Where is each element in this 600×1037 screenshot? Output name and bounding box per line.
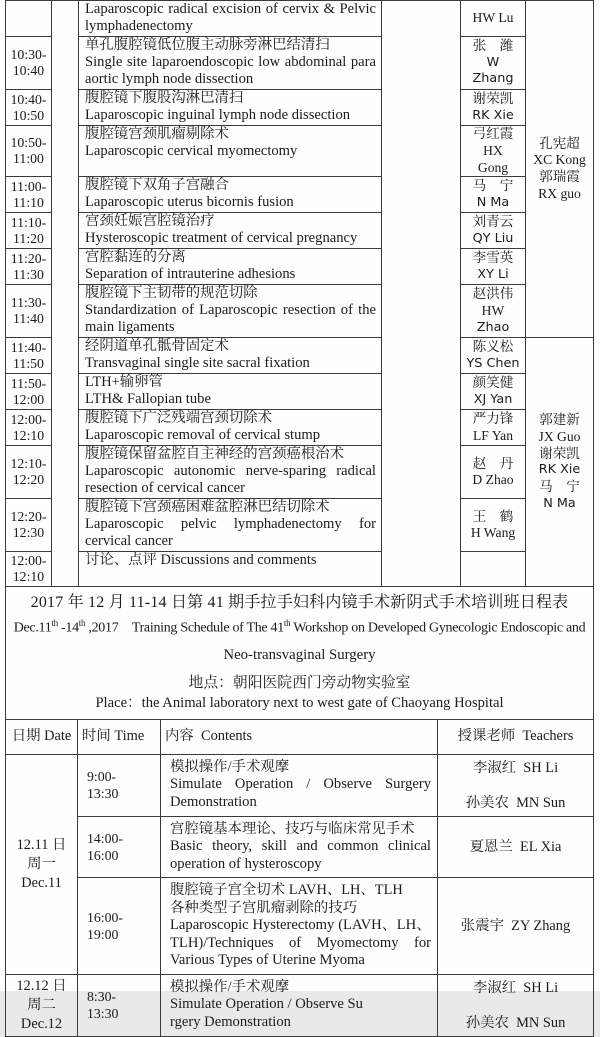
procedure-name-chinese: 腹腔镜下广泛残端宫颈切除术	[85, 410, 273, 427]
procedure-row	[6, 499, 594, 552]
date-text: 周一	[27, 855, 56, 872]
teachers-cell	[438, 974, 594, 1036]
procedure-cell	[79, 552, 382, 587]
teacher-name: 李淑红 SH Li	[472, 759, 559, 776]
time-text: 10:30-	[10, 47, 47, 62]
surgeon-name: 谢荣凯	[472, 90, 514, 106]
surgeon-name: XJ Yan	[473, 391, 513, 407]
teacher-name: 李淑红 SH Li	[472, 979, 559, 996]
surgeon-name: Gong	[477, 159, 509, 175]
teacher-name: 张震宇 ZY Zhang	[460, 917, 571, 934]
content-english: Simulate Operation / Observe Surgery Demonstration	[170, 776, 431, 810]
surgeon-name: 马 宁	[472, 178, 514, 194]
contents-column-header: 内容 Contents	[161, 720, 438, 755]
content-english: Simulate Operation / Observe Su	[170, 996, 363, 1013]
procedure-name-english: Laparoscopic cervical myomectomy	[85, 143, 298, 159]
teacher-name: JX Guo	[538, 428, 581, 444]
time-text: 11:20-	[10, 250, 47, 266]
time-text: 10:40	[12, 63, 45, 78]
procedure-name-english: Laparoscopic radical excision of cervix & Pelvic lymphadenectomy	[85, 1, 376, 34]
surgeon-name-cell	[461, 285, 526, 338]
title-chinese: 2017 年 12 月 11-14 日第 41 期手拉手妇科内镜手术新阴式手术培训班日程表	[30, 594, 569, 612]
time-cell	[6, 249, 52, 285]
time-text: 12:00-	[10, 411, 47, 427]
procedure-name-english: LTH& Fallopian tube	[85, 391, 211, 408]
procedure-name-english: Standardization of Laparoscopic resection of the main ligaments	[85, 302, 376, 336]
surgeon-name: HX	[483, 142, 503, 158]
surgeon-name: Zhang	[472, 71, 514, 87]
place-chinese: 地点：朝阳医院西门旁动物实验室	[188, 675, 411, 692]
time-text: 10:50	[12, 107, 45, 123]
title-text-segment: ,2017	[85, 621, 132, 637]
teacher-name: 郭瑞霞	[539, 169, 580, 185]
time-text: 10:50-	[10, 135, 47, 151]
teacher-name: 马 宁	[539, 479, 580, 495]
procedure-name-chinese: 单孔腹腔镜低位腹主动脉旁淋巴结清扫	[85, 37, 330, 53]
time-text: 11:40-	[10, 339, 47, 355]
content-chinese: 宫腔镜基本理论、技巧与临床常见手术	[170, 820, 415, 837]
time-text: 12:10	[12, 427, 45, 443]
time-cell	[78, 974, 161, 1036]
teachers-cell	[438, 878, 594, 975]
title-english-line2: Neo-transvaginal Surgery	[223, 647, 376, 664]
time-text: 11:40	[13, 311, 44, 327]
procedure-cell	[79, 499, 382, 552]
procedure-name-english: Laparoscopic inguinal lymph node dissection	[85, 107, 351, 123]
time-cell	[6, 499, 52, 552]
teacher-name: 孙美农 MN Sun	[465, 794, 566, 811]
teacher-name: XC Kong	[533, 152, 586, 168]
date-text: Dec.11	[21, 874, 62, 891]
procedure-cell	[79, 177, 382, 213]
procedure-row	[6, 90, 594, 126]
procedure-cell	[79, 249, 382, 285]
time-text: 11:00-	[10, 178, 47, 194]
time-column-header: 时间 Time	[78, 720, 161, 755]
surgeon-name: XY Li	[477, 266, 509, 282]
procedure-name-english: Laparoscopic removal of cervical stump	[85, 427, 321, 444]
time-cell	[6, 410, 52, 446]
teacher-name: 孔宪超	[539, 135, 580, 151]
teacher-name: RK Xie	[538, 462, 581, 478]
procedure-row	[6, 285, 594, 338]
procedure-cell	[79, 338, 382, 374]
procedure-row	[6, 374, 594, 410]
time-text: 14:00-	[87, 830, 124, 846]
teachers-cell	[438, 754, 594, 816]
morning-session-table	[5, 0, 594, 587]
time-text: 10:40-	[10, 91, 47, 107]
time-text: 11:30-	[10, 295, 47, 311]
surgeon-name-cell	[461, 499, 526, 552]
procedure-cell	[79, 285, 382, 338]
surgeon-name: H Wang	[470, 525, 516, 541]
procedure-row	[6, 37, 594, 90]
teacher-name: 夏恩兰 EL Xia	[469, 838, 562, 855]
content-chinese: 模拟操作/手术观摩	[170, 758, 290, 775]
title-text-segment: -14	[57, 621, 79, 637]
content-chinese: 各种类型子宫肌瘤剥除的技巧	[170, 899, 358, 916]
time-text: 13:30	[87, 786, 119, 802]
surgeon-name-cell	[461, 90, 526, 126]
time-text: 12:00-	[10, 553, 47, 569]
procedure-name-chinese: 腹腔镜宫颈肌瘤剔除术	[85, 126, 229, 142]
procedure-cell	[79, 410, 382, 446]
surgeon-name-cell	[461, 126, 526, 177]
time-text: 12:10-	[10, 456, 47, 472]
surgeon-name: 赵洪伟	[472, 286, 514, 302]
procedure-row	[6, 446, 594, 499]
time-text: 11:10	[13, 194, 44, 210]
procedure-row	[6, 1, 594, 37]
time-cell	[6, 37, 52, 90]
title-text-segment: Training Schedule of The 41	[131, 621, 284, 637]
procedure-cell	[79, 126, 382, 177]
procedure-name-english: Laparoscopic uterus bicornis fusion	[85, 194, 294, 211]
schedule-row	[6, 816, 594, 878]
schedule-row	[6, 974, 594, 1036]
procedure-name-english: Separation of intrauterine adhesions	[85, 266, 296, 283]
procedure-row	[6, 177, 594, 213]
time-text: 9:00-	[87, 769, 117, 785]
title-text-segment: Workshop on Developed Gynecologic Endoscopic and	[290, 621, 586, 637]
surgeon-name: RK Xie	[472, 107, 514, 123]
time-text: 12:30	[12, 525, 45, 541]
procedure-cell	[79, 1, 382, 37]
surgeon-name: 张 潍	[472, 37, 514, 53]
surgeon-name-cell	[461, 338, 526, 374]
place-english: Place：the Animal laboratory next to west gate of Chaoyang Hospital	[95, 695, 504, 712]
teacher-name: 谢荣凯	[539, 445, 580, 461]
teacher-group-cell	[526, 1, 594, 338]
schedule-row	[6, 754, 594, 816]
procedure-name-chinese: 腹腔镜下主韧带的规范切除	[85, 285, 258, 302]
schedule-title-block	[5, 586, 594, 720]
procedure-name-chinese: 宫腔黏连的分离	[85, 249, 186, 266]
contents-cell	[161, 816, 438, 878]
content-english: Basic theory, skill and common clinical operation of hysteroscopy	[170, 838, 431, 872]
time-cell	[6, 177, 52, 213]
surgeon-name: YS Chen	[466, 355, 520, 371]
teachers-column-header: 授课老师 Teachers	[438, 720, 594, 755]
surgeon-name: Zhao	[476, 319, 510, 335]
time-cell	[6, 285, 52, 338]
procedure-name-english: Transvaginal single site sacral fixation	[85, 355, 310, 372]
surgeon-name: 严力锋	[472, 411, 514, 427]
procedure-name-chinese: 宫颈妊娠宫腔镜治疗	[85, 213, 215, 230]
date-text: 12.12 日	[16, 977, 67, 994]
surgeon-name: 赵 丹	[472, 455, 514, 471]
contents-cell	[161, 878, 438, 975]
surgeon-name-cell	[461, 213, 526, 249]
surgeon-name-cell	[461, 177, 526, 213]
schedule-header-row	[6, 720, 594, 755]
left-spacer-column	[52, 1, 79, 587]
teacher-name: N Ma	[543, 495, 576, 511]
document-body	[5, 0, 594, 1037]
procedure-name-english: Laparoscopic autonomic nerve-sparing radical resection of cervical cancer	[85, 463, 376, 497]
date-column-header: 日期 Date	[6, 720, 78, 755]
date-text: 12.11 日	[16, 836, 67, 853]
procedure-cell	[79, 90, 382, 126]
procedure-name-chinese: 腹腔镜下双角子宫融合	[85, 177, 229, 194]
date-text: 周二	[27, 996, 56, 1013]
procedure-row	[6, 249, 594, 285]
surgeon-name: N Ma	[476, 194, 510, 210]
contents-cell	[161, 974, 438, 1036]
procedure-name-chinese: 腹腔镜下腹股沟淋巴清扫	[85, 90, 244, 106]
content-english: rgery Demonstration	[170, 1013, 291, 1030]
procedure-name-english: Single site laparoendoscopic low abdominal para aortic lymph node dissection	[85, 54, 376, 87]
surgeon-name-cell	[461, 1, 526, 37]
time-text: 16:00	[87, 847, 119, 863]
procedure-name-english: Hysteroscopic treatment of cervical pregnancy	[85, 230, 358, 247]
date-text: Dec.12	[20, 1015, 63, 1032]
surgeon-name: QY Liu	[472, 230, 514, 246]
surgeon-name-cell	[461, 374, 526, 410]
ordinal-superscript: th	[283, 618, 291, 629]
surgeon-name: LF Yan	[472, 427, 514, 443]
teacher-name: RX guo	[538, 185, 581, 201]
procedure-name-chinese: 腹腔镜下宫颈癌困难盆腔淋巴结切除术	[85, 499, 330, 516]
time-cell	[6, 446, 52, 499]
ordinal-superscript: th	[51, 618, 58, 629]
ordinal-superscript: th	[78, 618, 86, 629]
time-text: 11:50	[13, 355, 44, 371]
surgeon-name-cell	[461, 552, 526, 587]
procedure-name-chinese: 腹腔镜保留盆腔自主神经的宫颈癌根治术	[85, 446, 345, 463]
time-cell	[6, 338, 52, 374]
surgeon-name: 陈义松	[472, 339, 514, 355]
procedure-name-chinese: LTH+输卵管	[85, 374, 163, 391]
time-text: 12:00	[12, 391, 45, 407]
procedure-row	[6, 552, 594, 587]
procedure-row	[6, 338, 594, 374]
time-text: 13:30	[87, 1006, 119, 1022]
title-english	[6, 613, 593, 639]
teacher-name: 郭建新	[539, 412, 580, 427]
afternoon-schedule-table	[5, 719, 594, 1037]
teacher-group-cell	[526, 338, 594, 587]
middle-spacer-column	[382, 1, 461, 587]
time-text: 11:10-	[10, 214, 47, 230]
time-cell	[6, 1, 52, 37]
time-cell	[6, 126, 52, 177]
procedure-cell	[79, 446, 382, 499]
time-cell	[6, 90, 52, 126]
teachers-cell	[438, 816, 594, 878]
surgeon-name-cell	[461, 410, 526, 446]
content-chinese: 模拟操作/手术观摩	[170, 978, 290, 995]
surgeon-name: W	[486, 54, 500, 70]
time-cell	[78, 816, 161, 878]
procedure-cell	[79, 37, 382, 90]
time-text: 11:20	[13, 230, 44, 246]
time-cell	[6, 213, 52, 249]
procedure-name-chinese: 讨论、点评 Discussions and comments	[85, 552, 317, 569]
time-text: 11:00	[13, 151, 44, 167]
date-cell	[6, 974, 78, 1036]
title-text-segment: Dec.11	[13, 621, 52, 637]
surgeon-name-cell	[461, 249, 526, 285]
time-text: 16:00-	[87, 909, 124, 925]
time-text: 11:30	[13, 266, 44, 282]
teacher-name: 孙美农 MN Sun	[465, 1014, 566, 1031]
surgeon-name-cell	[461, 446, 526, 499]
time-text: 12:20	[12, 472, 45, 488]
time-cell	[78, 754, 161, 816]
surgeon-name: HW	[481, 302, 505, 318]
time-text: 11:50-	[10, 375, 47, 391]
time-text: 12:10	[12, 569, 45, 585]
procedure-cell	[79, 213, 382, 249]
time-text: 8:30-	[87, 989, 117, 1005]
time-cell	[78, 878, 161, 975]
time-cell	[6, 374, 52, 410]
contents-cell	[161, 754, 438, 816]
procedure-row	[6, 410, 594, 446]
surgeon-name-cell	[461, 37, 526, 90]
surgeon-name: 弓红霞	[472, 126, 514, 141]
time-cell	[6, 552, 52, 587]
procedure-name-chinese: 经阴道单孔骶骨固定术	[85, 338, 229, 355]
time-text: 12:20-	[10, 509, 47, 525]
schedule-row	[6, 878, 594, 975]
procedure-row	[6, 126, 594, 177]
content-english: Laparoscopic Hysterectomy (LAVH、LH、TLH)/Techniques of Myomectomy for Various Types of Uterine Myoma	[170, 917, 431, 969]
date-cell	[6, 754, 78, 974]
surgeon-name: 王 鹤	[472, 508, 514, 524]
procedure-cell	[79, 374, 382, 410]
content-chinese: 腹腔镜子宫全切术 LAVH、LH、TLH	[170, 882, 403, 899]
surgeon-name: 刘青云	[472, 214, 514, 230]
surgeon-name: HW Lu	[472, 10, 514, 26]
surgeon-name: 颜笑健	[472, 375, 514, 391]
surgeon-name: D Zhao	[472, 472, 514, 488]
surgeon-name: 李雪英	[472, 250, 514, 266]
time-text: 19:00	[87, 926, 119, 942]
procedure-row	[6, 213, 594, 249]
procedure-name-english: Laparoscopic pelvic lymphadenectomy for cervical cancer	[85, 516, 376, 550]
